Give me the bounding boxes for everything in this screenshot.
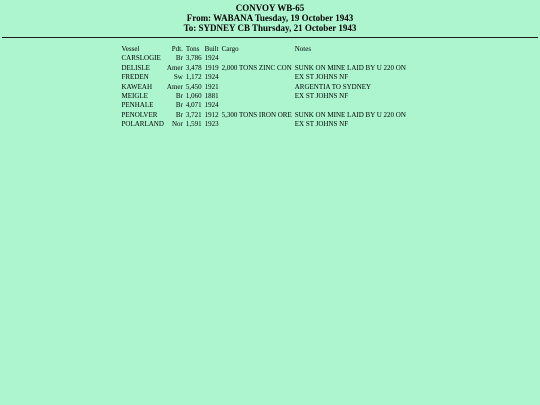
cell-cargo [220,83,293,92]
cell-cargo [220,92,293,101]
convoy-table [120,45,407,130]
cell-vessel: MEIGLE [121,92,148,101]
cell-tons: 1,172 [185,73,202,82]
column-header-flag: Pdt. [171,45,183,53]
column-header-notes: Notes [294,45,312,53]
table-row [120,101,407,110]
cell-tons: 1,060 [185,92,202,101]
cell-vessel: FREDEN [121,73,149,82]
column-header-cargo: Cargo [221,45,239,53]
table-row [120,83,407,92]
table-header-row [120,45,407,54]
cell-built: 1923 [204,120,219,129]
cell-notes: EX ST JOHNS NF [294,92,349,101]
cell-tons: 1,591 [185,120,202,129]
cell-cargo [220,101,293,110]
table-row [120,120,407,129]
cell-built: 1924 [204,101,219,110]
cell-notes: SUNK ON MINE LAID BY U 220 ON [294,110,406,119]
cell-cargo: 5,300 TONS IRON ORE [221,110,292,119]
cell-built: 1921 [204,82,219,91]
cell-flag: Amer [166,63,183,72]
cell-vessel: PENOLVER [121,110,158,119]
table-row [120,92,407,101]
cell-tons: 5,450 [185,82,202,91]
cell-notes [293,101,407,110]
cell-tons: 3,478 [185,63,202,72]
cell-notes [293,54,407,63]
cell-tons: 3,786 [185,54,202,63]
cell-notes: EX ST JOHNS NF [294,73,349,82]
cell-vessel: POLARLAND [121,120,164,129]
column-header-vessel: Vessel [121,45,140,53]
column-header-built: Built [204,45,219,53]
cell-flag: Amer [166,82,183,91]
page-header [0,0,540,33]
table-row [120,73,407,82]
cell-tons: 3,721 [185,110,202,119]
cell-built: 1924 [204,73,219,82]
convoy-destination: To: SYDNEY CB Thursday, 21 October 1943 [183,23,357,33]
cell-built: 1919 [204,63,219,72]
column-header-tons: Tons [185,45,200,53]
table-row [120,54,407,63]
cell-flag: Sw [173,73,183,82]
cell-flag: Br [175,92,183,101]
convoy-title: CONVOY WB-65 [235,3,305,13]
cell-notes: SUNK ON MINE LAID BY U 220 ON [294,63,406,72]
cell-notes: ARGENTIA TO SYDNEY [294,82,372,91]
cell-cargo: 2,000 TONS ZINC CON [221,63,292,72]
convoy-table-body [120,54,407,129]
table-row [120,64,407,73]
cell-cargo [220,73,293,82]
cell-vessel: CARSLOGIE [121,54,161,63]
cell-cargo [220,54,293,63]
cell-cargo [220,120,293,129]
cell-notes: EX ST JOHNS NF [294,120,349,129]
cell-built: 1881 [204,92,219,101]
convoy-origin: From: WABANA Tuesday, 19 October 1943 [186,13,354,23]
table-row [120,111,407,120]
cell-flag: Br [175,110,183,119]
cell-tons: 4,071 [185,101,202,110]
cell-flag: Br [175,54,183,63]
cell-vessel: KAWEAH [121,82,153,91]
header-divider [2,37,538,38]
cell-vessel: DELISLE [121,63,150,72]
cell-built: 1924 [204,54,219,63]
cell-built: 1912 [204,110,219,119]
cell-flag: Br [175,101,183,110]
cell-flag: Nor [171,120,183,129]
cell-vessel: PENHALE [121,101,154,110]
